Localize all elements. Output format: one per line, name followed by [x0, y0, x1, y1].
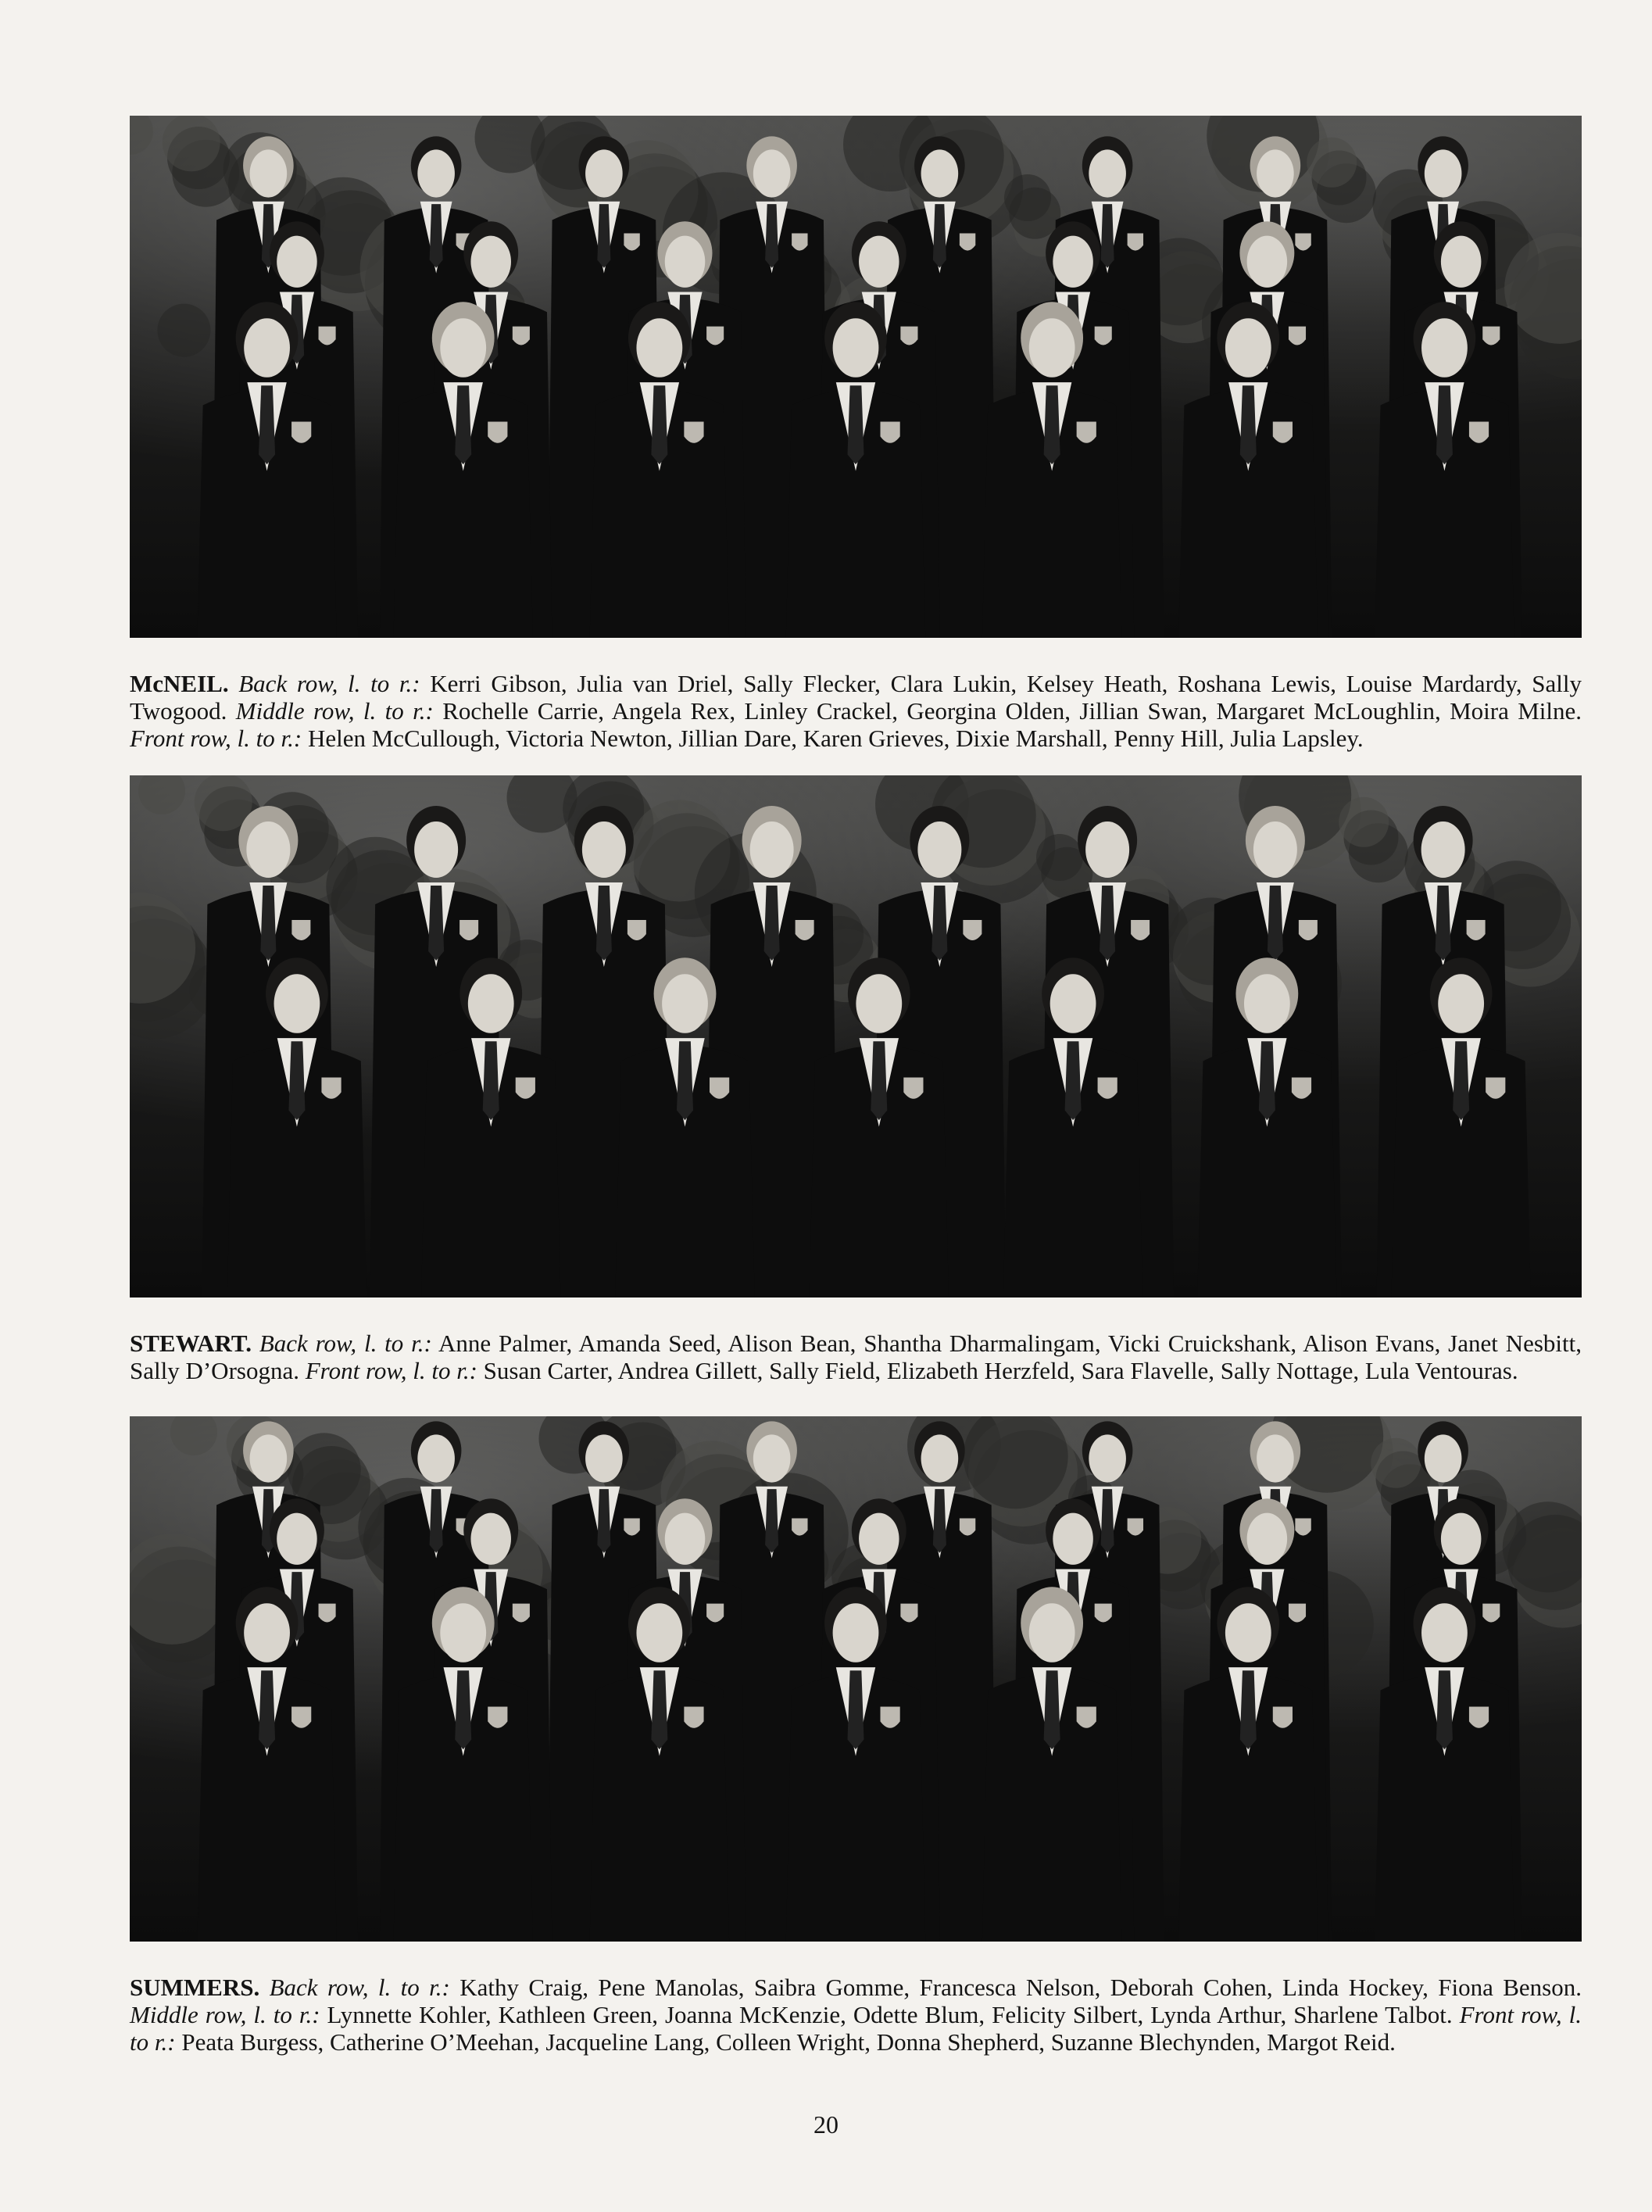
row-label: Middle row, l. to r.: [235, 697, 434, 725]
row-label: Front row, l. to r.: [305, 1357, 477, 1384]
page-number: 20 [813, 2110, 839, 2139]
row-label: Front row, l. to r.: [130, 2001, 1582, 2056]
house-name: STEWART. [130, 1330, 252, 1357]
caption-stewart [130, 1330, 1582, 1384]
row-label: Back row, l. to r.: [259, 1330, 432, 1357]
row-names: Lynnette Kohler, Kathleen Green, Joanna McKenzie, Odette Blum, Felicity Silbert, Lynda Arthur, Sharlene Talbot. [327, 2001, 1453, 2028]
row-names: Kathy Craig, Pene Manolas, Saibra Gomme, Francesca Nelson, Deborah Cohen, Linda Hockey, Fiona Benson. [459, 1974, 1582, 2001]
group-photo-stewart [130, 775, 1582, 1297]
row-label: Middle row, l. to r.: [130, 2001, 320, 2028]
group-photo-mcneil [130, 116, 1582, 638]
row-names: Helen McCullough, Victoria Newton, Jillian Dare, Karen Grieves, Dixie Marshall, Penny Hill, Julia Lapsley. [307, 725, 1364, 752]
group-photo-figures [130, 116, 1582, 638]
caption-summers [130, 1974, 1582, 2056]
group-photo-summers [130, 1416, 1582, 1942]
group-photo-figures [130, 775, 1582, 1297]
house-name: McNEIL. [130, 670, 229, 697]
row-names: Rochelle Carrie, Angela Rex, Linley Crackel, Georgina Olden, Jillian Swan, Margaret McLoughlin, Moira Milne. [442, 697, 1582, 725]
row-label: Back row, l. to r.: [238, 670, 420, 697]
row-label: Back row, l. to r.: [269, 1974, 450, 2001]
row-label: Front row, l. to r.: [130, 725, 302, 752]
house-name: SUMMERS. [130, 1974, 260, 2001]
row-names: Peata Burgess, Catherine O’Meehan, Jacqueline Lang, Colleen Wright, Donna Shepherd, Suzanne Blechynden, Margot Reid. [181, 2028, 1396, 2056]
caption-mcneil [130, 670, 1582, 752]
group-photo-figures [130, 1416, 1582, 1942]
row-names: Susan Carter, Andrea Gillett, Sally Field, Elizabeth Herzfeld, Sara Flavelle, Sally Nottage, Lula Ventouras. [483, 1357, 1518, 1384]
row-names: Kerri Gibson, Julia van Driel, Sally Flecker, Clara Lukin, Kelsey Heath, Roshana Lewis, Louise Mardardy, Sally Twogood. [130, 670, 1582, 725]
row-names: Anne Palmer, Amanda Seed, Alison Bean, Shantha Dharmalingam, Vicki Cruickshank, Alison Evans, Janet Nesbitt, Sally D’Orsogna. [130, 1330, 1582, 1384]
